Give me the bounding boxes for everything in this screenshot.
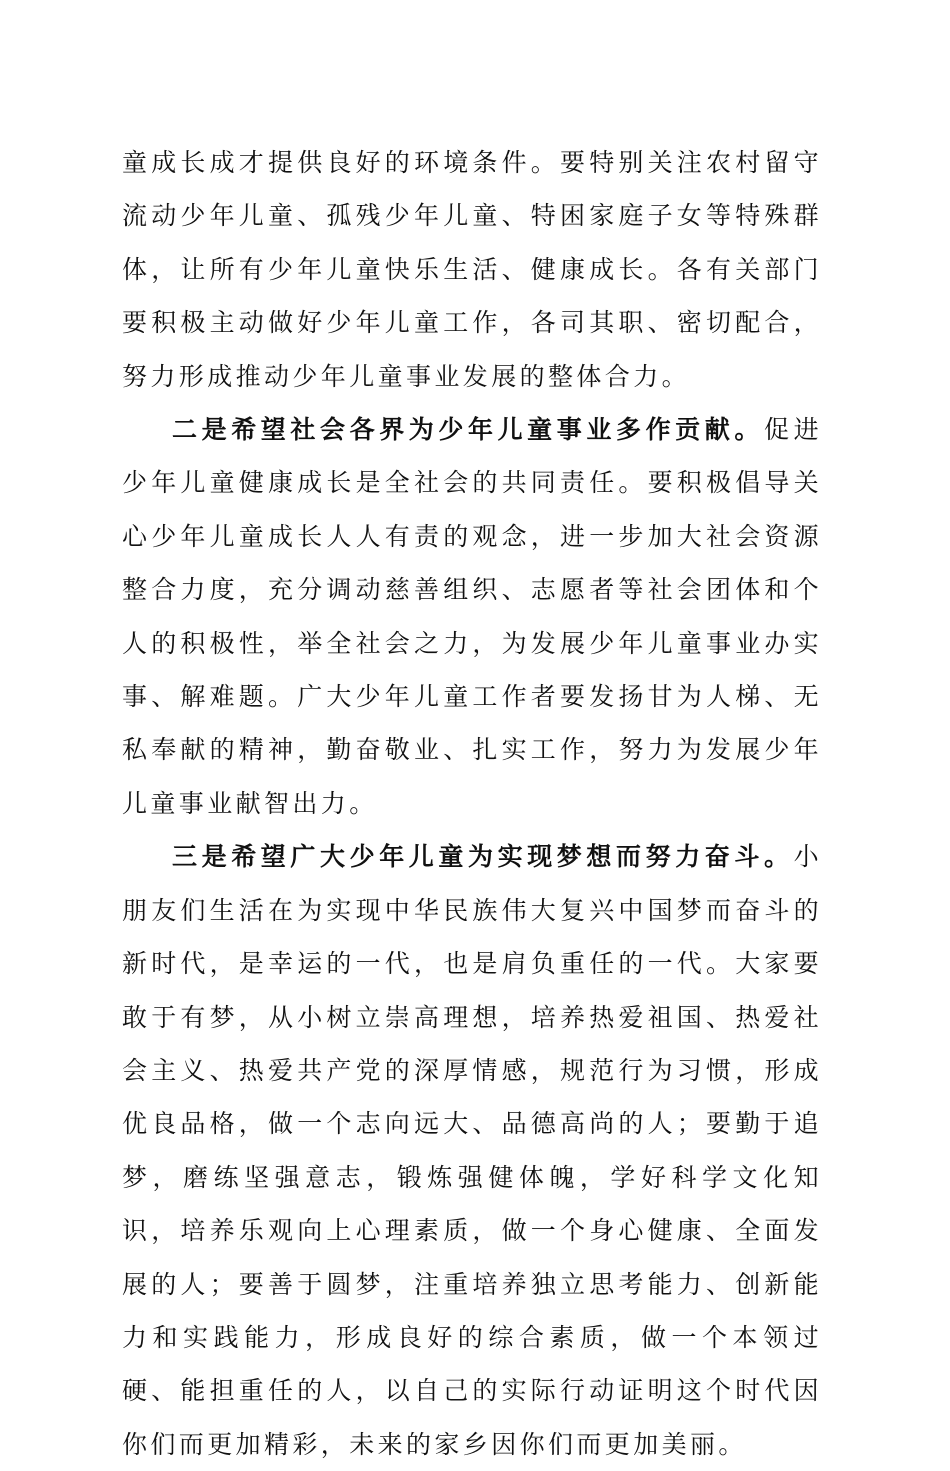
paragraph-2: [122, 403, 822, 830]
paragraph-3-text: 小朋友们生活在为实现中华民族伟大复兴中国梦而奋斗的新时代，是幸运的一代，也是肩负重任的一代。大家要敢于有梦，从小树立崇高理想，培养热爱祖国、热爱社会主义、热爱共产党的深厚情感，规范行为习惯，形成优良品格，做一个志向远大、品德高尚的人；要勤于追梦，磨练坚强意志，锻炼强健体魄，学好科学文化知识，培养乐观向上心理素质，做一个身心健康、全面发展的人；要善于圆梦，注重培养独立思考能力、创新能力和实践能力，形成良好的综合素质，做一个本领过硬、能担重任的人，以自己的实际行动证明这个时代因你们而更加精彩，未来的家乡因你们而更加美丽。: [122, 842, 822, 1459]
document-page: [122, 136, 822, 1471]
paragraph-3-lead: 三是希望广大少年儿童为实现梦想而努力奋斗。: [172, 842, 794, 872]
paragraph-2-lead: 二是希望社会各界为少年儿童事业多作贡献。: [172, 415, 764, 445]
paragraph-3: [122, 830, 822, 1471]
paragraph-1-text: 童成长成才提供良好的环境条件。要特别关注农村留守流动少年儿童、孤残少年儿童、特困家庭子女等特殊群体，让所有少年儿童快乐生活、健康成长。各有关部门要积极主动做好少年儿童工作，各司其职、密切配合，努力形成推动少年儿童事业发展的整体合力。: [122, 148, 822, 391]
paragraph-1: [122, 136, 822, 403]
paragraph-2-text: 促进少年儿童健康成长是全社会的共同责任。要积极倡导关心少年儿童成长人人有责的观念，进一步加大社会资源整合力度，充分调动慈善组织、志愿者等社会团体和个人的积极性，举全社会之力，为发展少年儿童事业办实事、解难题。广大少年儿童工作者要发扬甘为人梯、无私奉献的精神，勤奋敬业、扎实工作，努力为发展少年儿童事业献智出力。: [122, 415, 822, 818]
